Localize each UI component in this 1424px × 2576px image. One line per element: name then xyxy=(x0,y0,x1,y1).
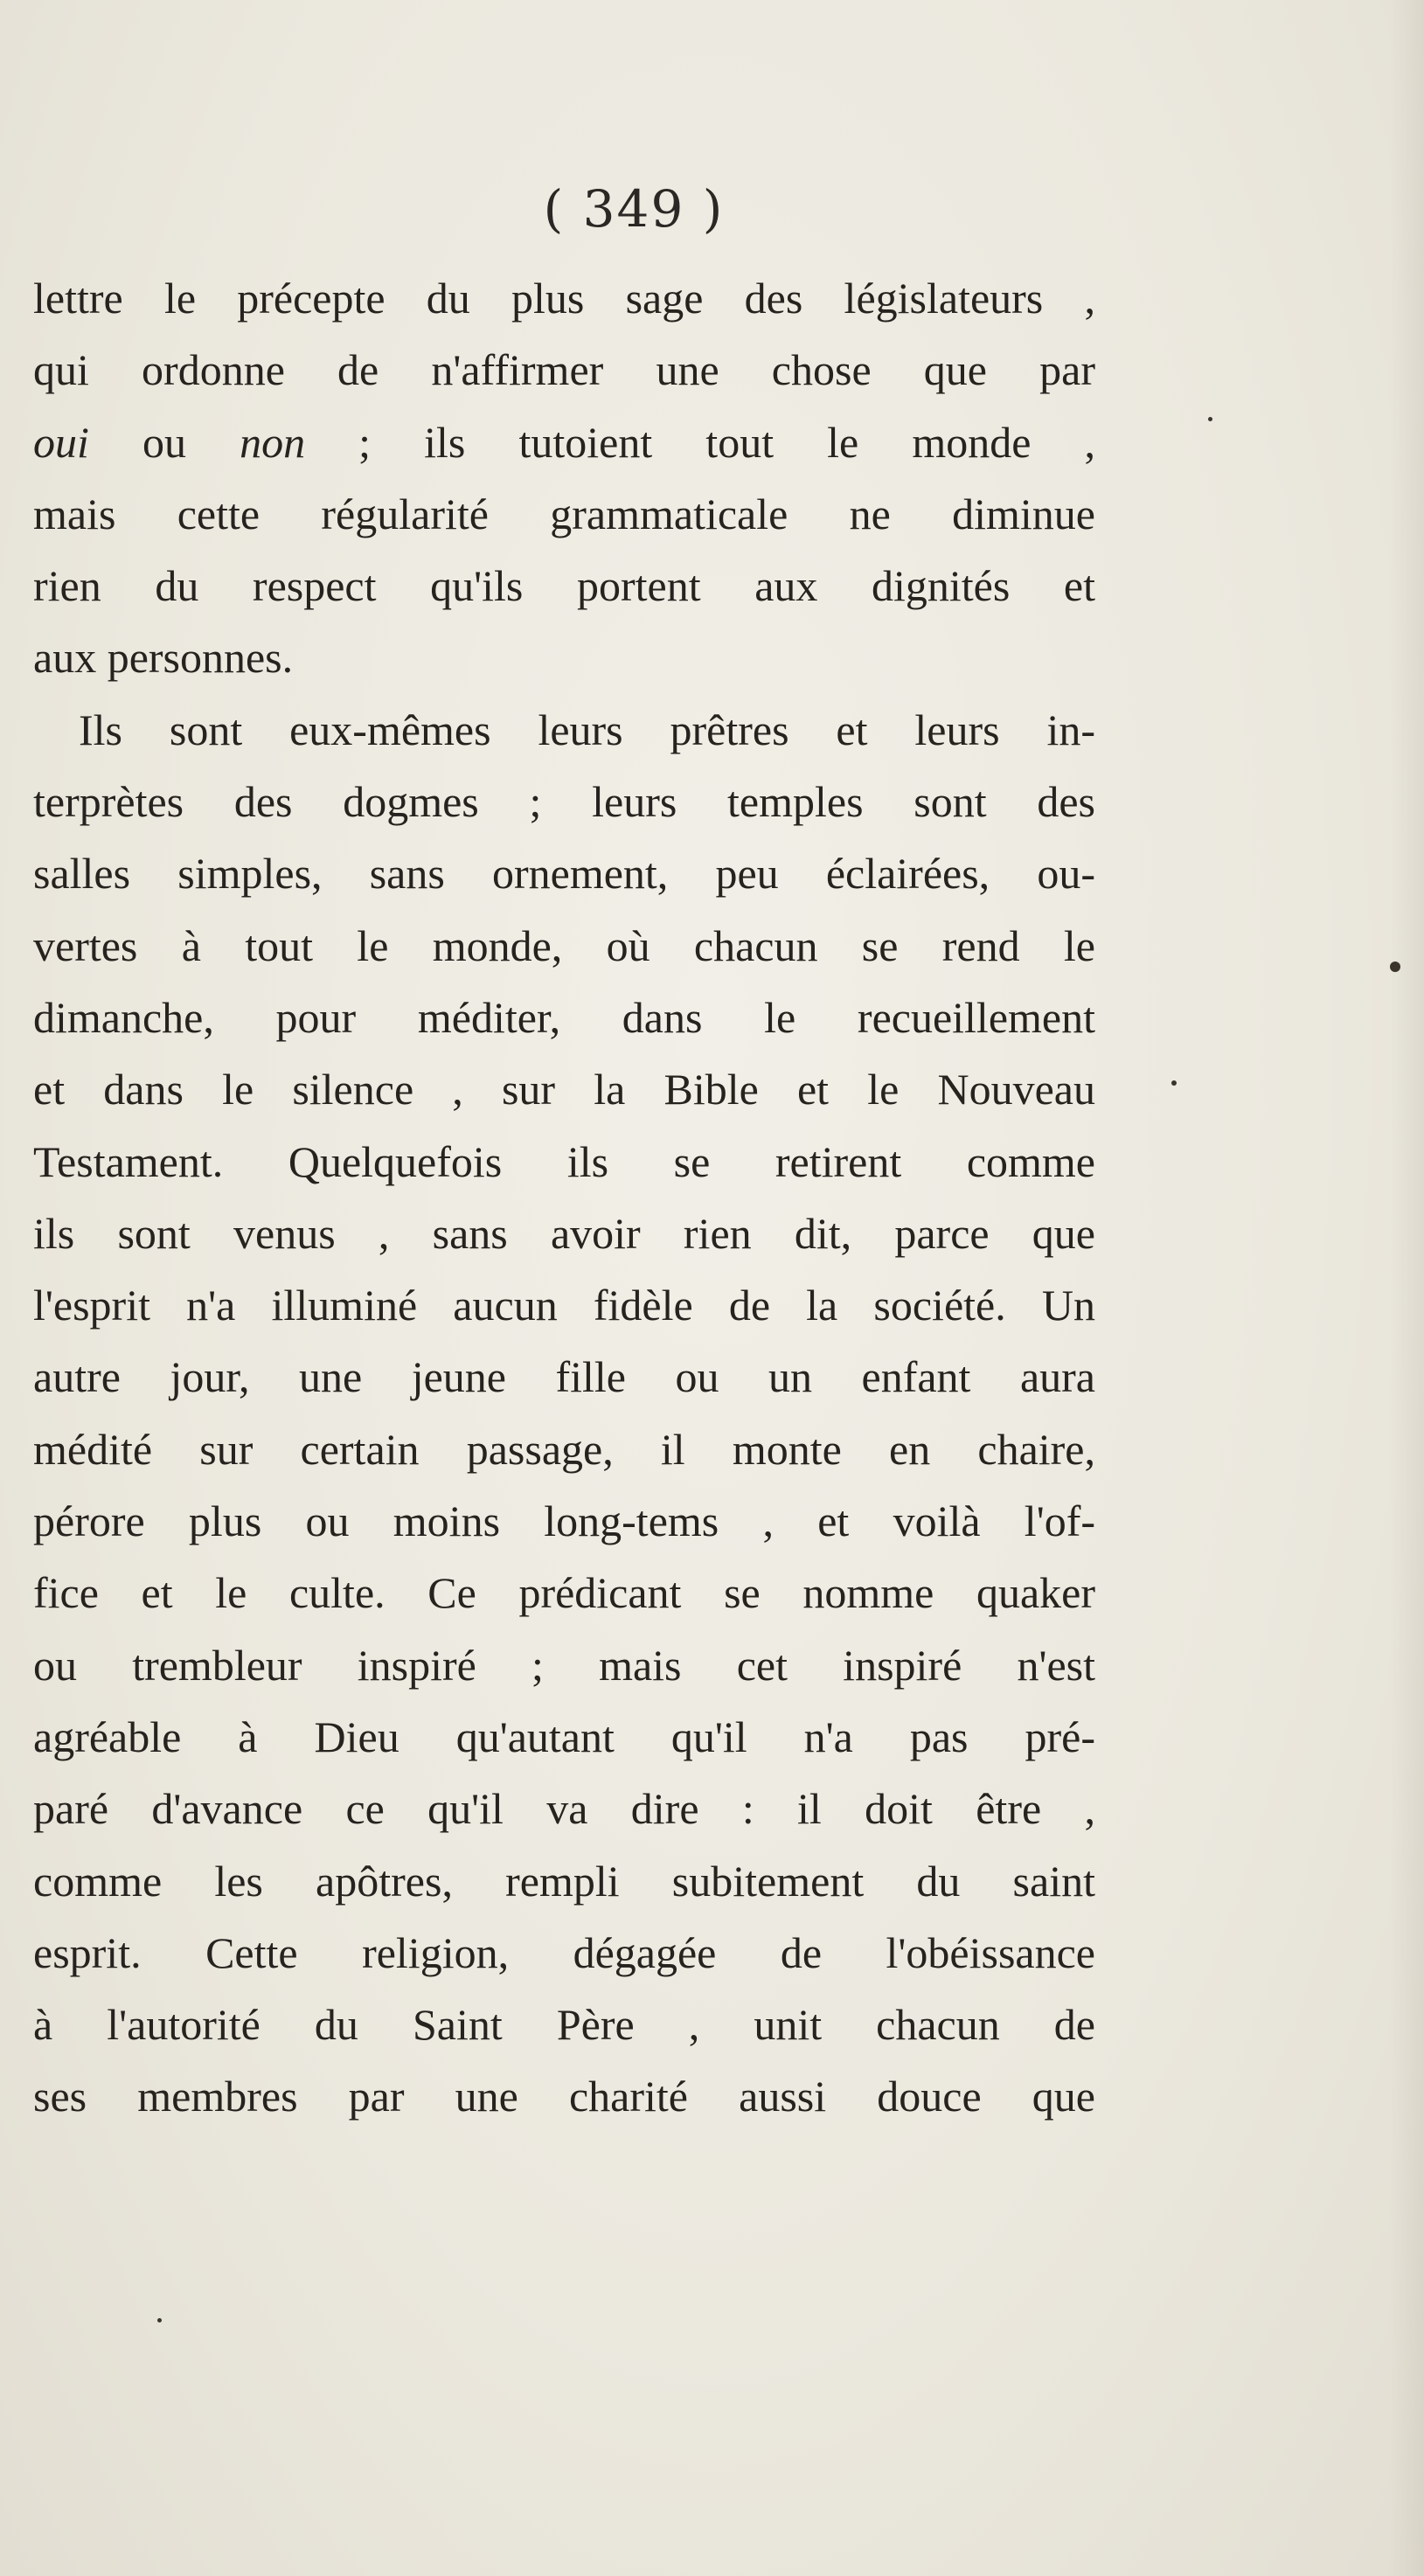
body-text xyxy=(33,262,1095,2133)
text-line: ils sont venus , sans avoir rien dit, parce que xyxy=(33,1208,1095,1258)
text-line: esprit. Cette religion, dégagée de l'obéissance xyxy=(33,1927,1095,1977)
text-line: autre jour, une jeune fille ou un enfant aura xyxy=(33,1352,1095,1402)
italic-word: non xyxy=(240,417,306,467)
text-line: mais cette régularité grammaticale ne diminue xyxy=(33,489,1095,538)
page-edge-shadow xyxy=(1389,0,1424,2576)
text-line xyxy=(33,406,1095,478)
text-line: médité sur certain passage, il monte en chaire, xyxy=(33,1424,1095,1474)
text-line: à l'autorité du Saint Père , unit chacun de xyxy=(33,2000,1095,2050)
paper-speck xyxy=(1208,417,1212,421)
italic-word: oui xyxy=(33,417,89,467)
text-line: pérore plus ou moins long-tems , et voilà l'of- xyxy=(33,1496,1095,1546)
text-line: lettre le précepte du plus sage des législateurs , xyxy=(33,274,1095,323)
text-line: vertes à tout le monde, où chacun se rend le xyxy=(33,920,1095,970)
text-line: rien du respect qu'ils portent aux dignités et xyxy=(33,561,1095,611)
text-line: dimanche, pour méditer, dans le recueillement xyxy=(33,992,1095,1042)
text-line: paré d'avance ce qu'il va dire : il doit être , xyxy=(33,1784,1095,1834)
text-line: terprètes des dogmes ; leurs temples sont des xyxy=(33,777,1095,827)
text-line: Ils sont eux-mêmes leurs prêtres et leurs in- xyxy=(79,705,1095,754)
text-line: qui ordonne de n'affirmer une chose que par xyxy=(33,345,1095,395)
text-line: et dans le silence , sur la Bible et le Nouveau xyxy=(33,1065,1095,1114)
text-line: salles simples, sans ornement, peu éclairées, ou- xyxy=(33,849,1095,899)
text-line: ses membres par une charité aussi douce que xyxy=(33,2072,1095,2121)
paper-speck xyxy=(1390,962,1400,972)
text-line: agréable à Dieu qu'autant qu'il n'a pas pré- xyxy=(33,1712,1095,1761)
paper-speck xyxy=(157,2318,162,2323)
text-line: aux personnes. xyxy=(33,633,294,683)
page-number: ( 349 ) xyxy=(543,179,725,239)
paper-speck xyxy=(1171,1080,1177,1086)
text-line: comme les apôtres, rempli subitement du saint xyxy=(33,1856,1095,1906)
text-line: ou trembleur inspiré ; mais cet inspiré n'est xyxy=(33,1640,1095,1690)
text-fragment: ou xyxy=(88,417,240,467)
text-line: Testament. Quelquefois ils se retirent comme xyxy=(33,1136,1095,1186)
text-fragment: ; ils tutoient tout le monde , xyxy=(305,417,1096,467)
text-line: l'esprit n'a illuminé aucun fidèle de la société. Un xyxy=(33,1281,1095,1330)
text-line: fice et le culte. Ce prédicant se nomme quaker xyxy=(33,1568,1095,1618)
